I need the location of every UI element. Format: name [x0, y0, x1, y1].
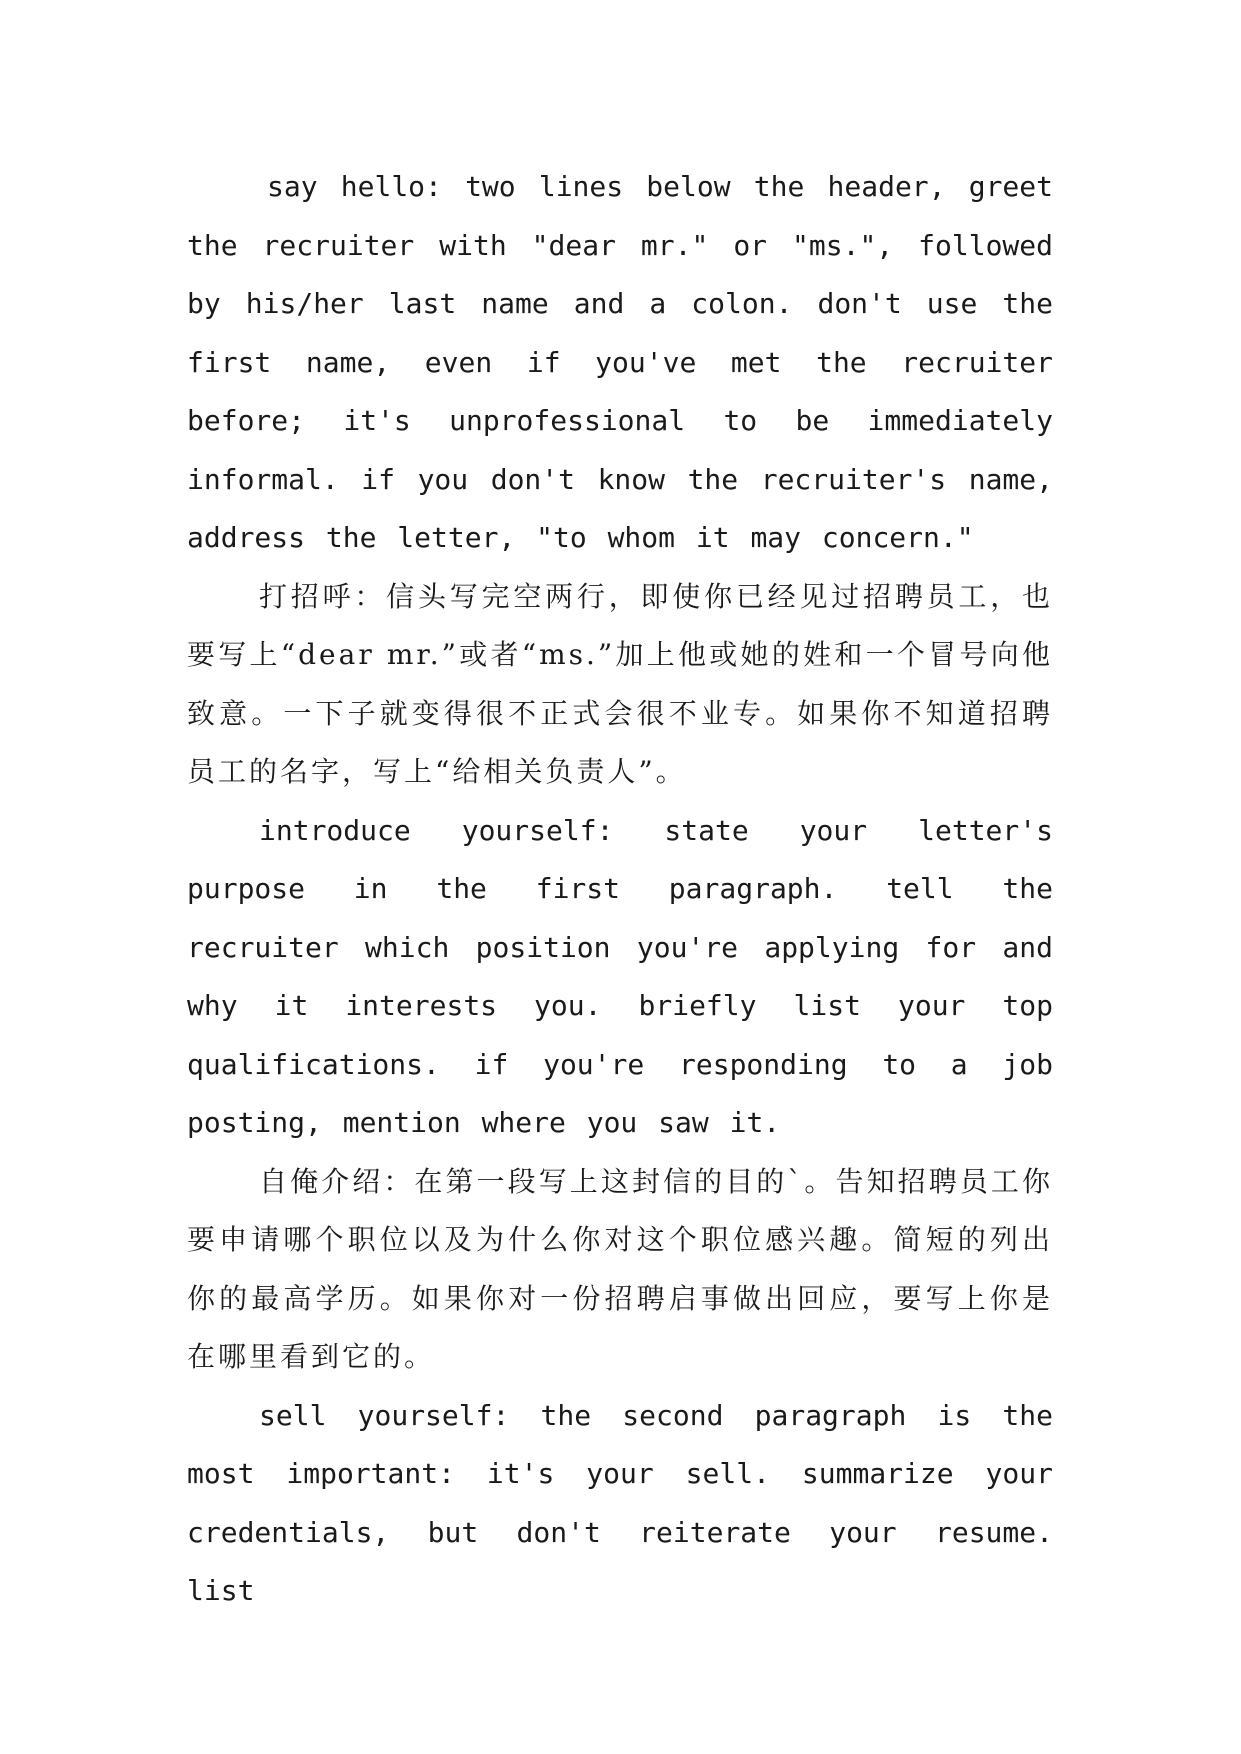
- paragraph-introduce-yourself-zh: 自俺介绍：在第一段写上这封信的目的`。告知招聘员工你要申请哪个职位以及为什么你对这个职位感兴趣。简短的列出你的最高学历。如果你对一份招聘启事做出回应，要写上你是在哪里看到它的。: [187, 1164, 1053, 1373]
- paragraph-sell-yourself-en: sell yourself: the second paragraph is the most important: it's your sell. summarize your credentials, but don't reiterate your resume. list: [187, 1398, 1053, 1607]
- paragraph-say-hello-zh: 打招呼：信头写完空两行，即使你已经见过招聘员工，也要写上“dear mr.”或者“ms.”加上他或她的姓和一个冒号向他致意。一下子就变得很不正式会很不业专。如果你不知道招聘员工的名字，写上“给相关负责人”。: [187, 579, 1053, 788]
- paragraph-say-hello-en: say hello: two lines below the header, greet the recruiter with "dear mr." or "ms.", followed by his/her last name and a colon. don't use the first name, even if you've met the recruiter before; it's unprofessional to be immediately informal. if you don't know the recruiter's name, address the letter, "to whom it may concern.": [187, 170, 1053, 554]
- document-page: [187, 158, 1053, 1621]
- paragraph-introduce-yourself-en: introduce yourself: state your letter's purpose in the first paragraph. tell the recruiter which position you're applying for and why it interests you. briefly list your top qualifications. if you're responding to a job posting, mention where you saw it.: [187, 813, 1053, 1139]
